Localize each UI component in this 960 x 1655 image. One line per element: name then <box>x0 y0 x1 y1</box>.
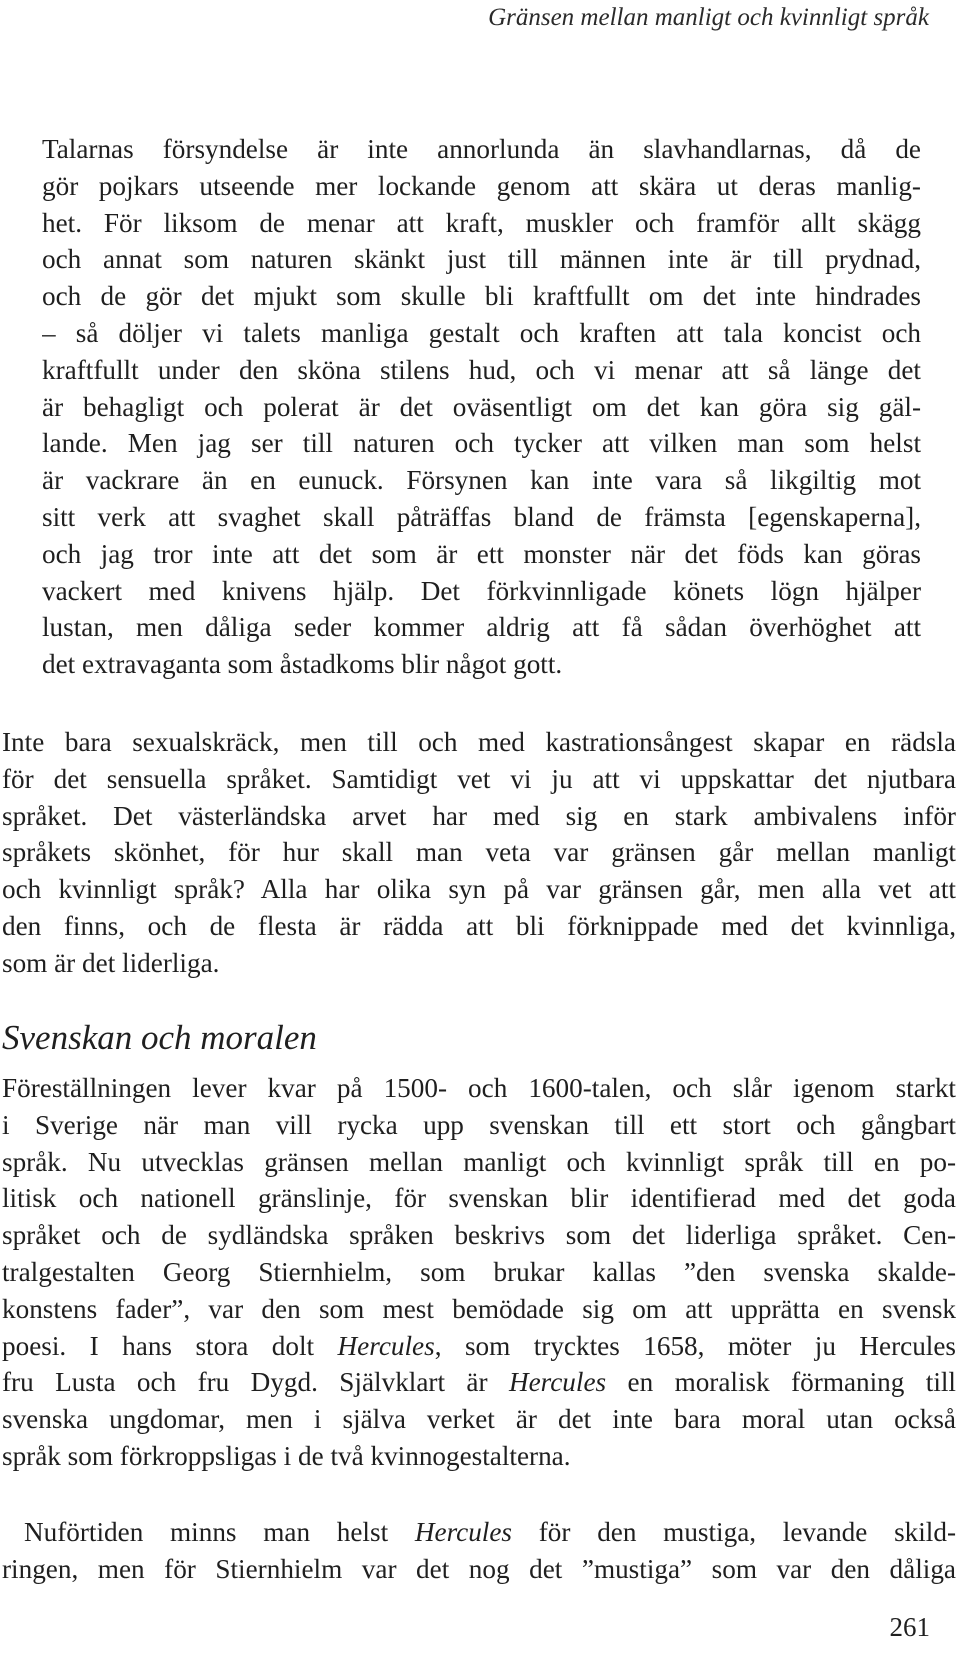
paragraph-line: i Sverige när man vill rycka upp svenskan till ett stort och gångbart <box>2 1109 956 1140</box>
running-header: Gränsen mellan manligt och kvinnligt språk <box>488 4 929 31</box>
paragraph-line: svenska ungdomar, men i själva verket är det inte bara moral utan också <box>2 1404 956 1435</box>
title-hercules: Hercules <box>337 1330 435 1361</box>
paragraph-3 <box>2 1514 956 1588</box>
quote-line: det extravaganta som åstadkoms blir något gott. <box>42 649 563 680</box>
paragraph-line: språket. Det västerländska arvet har med sig en stark ambivalens inför <box>2 800 956 831</box>
block-quote <box>42 131 921 683</box>
title-hercules: Hercules <box>414 1517 513 1547</box>
paragraph-1 <box>2 724 956 982</box>
paragraph-line: språkets skönhet, för hur skall man veta var gränsen går mellan manligt <box>2 837 956 868</box>
paragraph-line: Föreställningen lever kvar på 1500- och 1600-talen, och slår igenom starkt <box>2 1073 956 1103</box>
paragraph-line: ringen, men för Stiernhielm var det nog det ”mustiga” som var den dåliga <box>2 1553 956 1584</box>
title-hercules: Hercules <box>508 1367 607 1398</box>
paragraph-line: Inte bara sexualskräck, men till och med kastrationsångest skapar en rädsla <box>2 727 956 757</box>
paragraph-line <box>2 1514 956 1551</box>
quote-line: gör pojkars utseende mer lockande genom att skära ut deras manlig- <box>42 170 921 201</box>
paragraph-2 <box>2 1070 956 1475</box>
paragraph-line: språk. Nu utvecklas gränsen mellan manligt och kvinnligt språk till en po- <box>2 1146 956 1177</box>
text-run: en moralisk förmaning till <box>606 1367 956 1398</box>
page-number: 261 <box>889 1612 930 1642</box>
quote-line: Talarnas försyndelse är inte annorlunda än slavhandlarnas, då de <box>42 134 921 164</box>
paragraph-line: språk som förkroppsligas i de två kvinnogestalterna. <box>2 1440 571 1471</box>
quote-line: och de gör det mjukt som skulle bli kraftfullt om det inte hindrades <box>42 281 921 312</box>
quote-line: lustan, men dåliga seder kommer aldrig att få sådan överhöghet att <box>42 612 921 643</box>
text-run: för den mustiga, levande skild- <box>512 1517 956 1547</box>
paragraph-line: språket och de sydländska språken beskrivs som det liderliga språket. Cen- <box>2 1220 956 1251</box>
paragraph-line: för det sensuella språket. Samtidigt vet vi ju att vi uppskattar det njutbara <box>2 763 956 794</box>
text-run: poesi. I hans stora dolt <box>2 1330 338 1361</box>
paragraph-line: litisk och nationell gränslinje, för svenskan blir identifierad med det goda <box>2 1183 956 1214</box>
paragraph-line: och kvinnligt språk? Alla har olika syn på var gränsen går, men alla vet att <box>2 874 956 905</box>
paragraph-line: som är det liderliga. <box>2 947 220 978</box>
quote-line: sitt verk att svaghet skall påträffas bland de främsta [egenskaperna], <box>42 501 921 532</box>
text-run: , som trycktes 1658, möter ju Hercules <box>434 1330 956 1361</box>
paragraph-line: den finns, och de flesta är rädda att bli förknippade med det kvinnliga, <box>2 910 956 941</box>
quote-line: het. För liksom de menar att kraft, muskler och framför allt skägg <box>42 207 921 238</box>
quote-line: – så döljer vi talets manliga gestalt och kraften att tala koncist och <box>42 317 921 348</box>
quote-line: och annat som naturen skänkt just till männen inte är till prydnad, <box>42 244 921 275</box>
text-run: fru Lusta och fru Dygd. Självklart är <box>2 1367 509 1398</box>
paragraph-line: tralgestalten Georg Stiernhielm, som brukar kallas ”den svenska skalde- <box>2 1256 956 1287</box>
text-run: Nuförtiden minns man helst <box>24 1517 415 1547</box>
quote-line: och jag tror inte att det som är ett monster när det föds kan göras <box>42 538 921 569</box>
quote-line: lande. Men jag ser till naturen och tycker att vilken man som helst <box>42 428 921 459</box>
quote-line: kraftfullt under den sköna stilens hud, och vi menar att så länge det <box>42 354 921 385</box>
paragraph-line: konstens fader”, var den som mest bemödade sig om att upprätta en svensk <box>2 1293 956 1324</box>
quote-line: är vackrare än en eunuck. Försynen kan inte vara så likgiltig mot <box>42 465 921 496</box>
paragraph-line <box>2 1364 956 1401</box>
section-heading: Svenskan och moralen <box>2 1018 317 1057</box>
quote-line: är behagligt och polerat är det oväsentligt om det kan göra sig gäl- <box>42 391 921 422</box>
paragraph-line <box>2 1328 956 1365</box>
quote-line: vackert med knivens hjälp. Det förkvinnligade könets lögn hjälper <box>42 575 921 606</box>
